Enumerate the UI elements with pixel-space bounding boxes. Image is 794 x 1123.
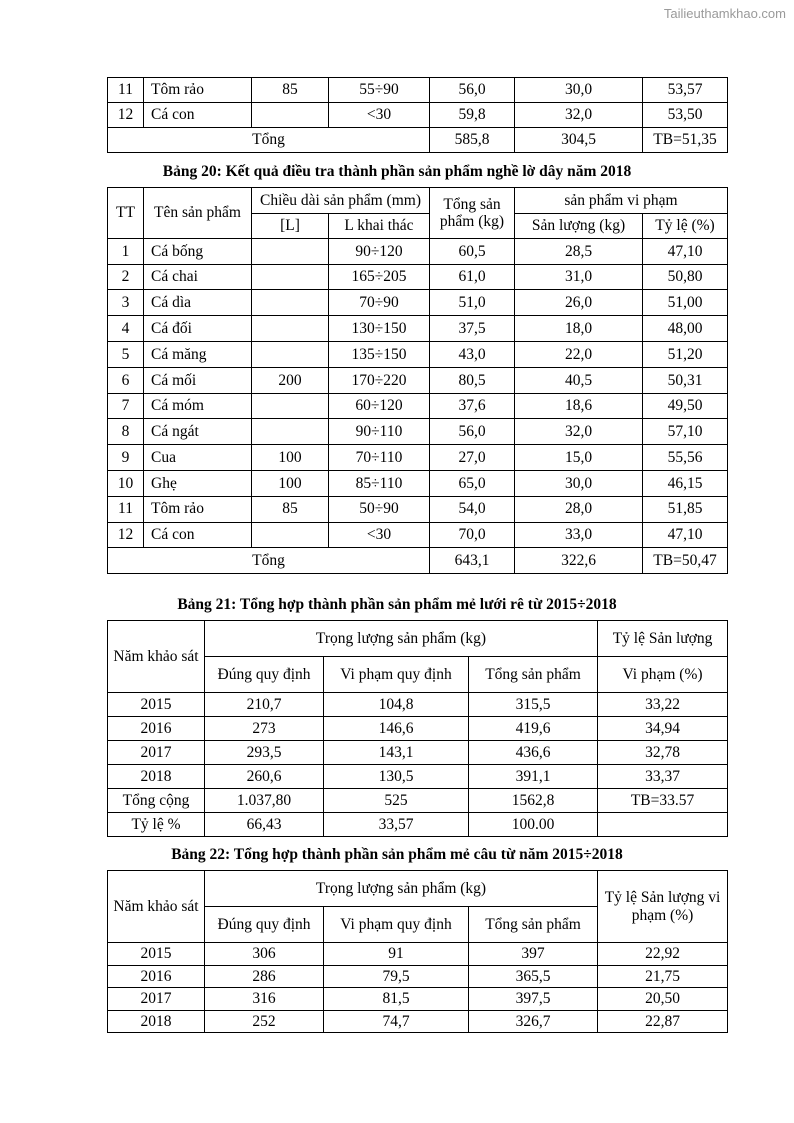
total-ratio: TB=51,35	[643, 128, 728, 153]
table-cell: 90÷120	[329, 238, 430, 264]
table-cell: 61,0	[430, 264, 515, 290]
header-weight: Trọng lượng sản phẩm (kg)	[205, 621, 598, 657]
table-cell: 306	[205, 943, 324, 966]
table-cell: 8	[108, 419, 144, 445]
table-cell: 315,5	[469, 693, 598, 717]
header-L: [L]	[252, 213, 329, 238]
table-row	[108, 341, 728, 367]
table-cell: 252	[205, 1010, 324, 1033]
table-cell: 100	[252, 445, 329, 471]
table-cell: 34,94	[598, 717, 728, 741]
table-row	[108, 393, 728, 419]
table-cell: 2017	[108, 988, 205, 1011]
table-cell: 273	[205, 717, 324, 741]
table-cell: 47,10	[643, 238, 728, 264]
table-cell: 104,8	[324, 693, 469, 717]
table-cell: TB=33.57	[598, 789, 728, 813]
table-cell: 32,0	[515, 419, 643, 445]
table-row	[108, 419, 728, 445]
table-cell: 165÷205	[329, 264, 430, 290]
table-cell	[252, 264, 329, 290]
table-21-body	[108, 693, 728, 837]
table-row	[108, 813, 728, 837]
total-weight: 643,1	[430, 548, 515, 574]
total-violation: 304,5	[515, 128, 643, 153]
table-21-header-row-1	[108, 621, 728, 657]
table-cell: 419,6	[469, 717, 598, 741]
table-20-body	[108, 238, 728, 548]
table-cell: 28,0	[515, 496, 643, 522]
table-cell: 85	[252, 78, 329, 103]
table-22-body	[108, 943, 728, 1033]
table-cell: Cá bống	[144, 238, 252, 264]
table-cell: 397,5	[469, 988, 598, 1011]
table-20	[107, 187, 728, 574]
table-cell: Tổng cộng	[108, 789, 205, 813]
table-cell: 260,6	[205, 765, 324, 789]
table-cell: 100	[252, 470, 329, 496]
total-label: Tổng	[108, 128, 430, 153]
table-cell: 20,50	[598, 988, 728, 1011]
table-cell: 22,87	[598, 1010, 728, 1033]
table-cell: 12	[108, 522, 144, 548]
table-cell: 391,1	[469, 765, 598, 789]
table-cell: Cá con	[144, 103, 252, 128]
table-cell: 56,0	[430, 78, 515, 103]
table-cell: 31,0	[515, 264, 643, 290]
table-cell: 1562,8	[469, 789, 598, 813]
table-cell: 2	[108, 264, 144, 290]
table-cell: 79,5	[324, 965, 469, 988]
table-cell: Cá con	[144, 522, 252, 548]
table-cell: 28,5	[515, 238, 643, 264]
table-cell: 91	[324, 943, 469, 966]
table-row	[108, 264, 728, 290]
header-weight: Trọng lượng sản phẩm (kg)	[205, 871, 598, 907]
table-row	[108, 988, 728, 1011]
table-cell: 51,00	[643, 290, 728, 316]
header-correct: Đúng quy định	[205, 907, 324, 943]
table-cell: 49,50	[643, 393, 728, 419]
table-cell: 1	[108, 238, 144, 264]
header-violation: sản phẩm vi phạm	[515, 188, 728, 214]
table-cell: 146,6	[324, 717, 469, 741]
table-cell: 365,5	[469, 965, 598, 988]
table-cell	[252, 419, 329, 445]
table-cell: 135÷150	[329, 341, 430, 367]
table-cell: 100.00	[469, 813, 598, 837]
table-cell	[252, 522, 329, 548]
table-cell: 74,7	[324, 1010, 469, 1033]
table-cell	[252, 316, 329, 342]
table-row	[108, 522, 728, 548]
table-cell: Cá ngát	[144, 419, 252, 445]
table-cell	[252, 238, 329, 264]
header-name: Tên sản phẩm	[144, 188, 252, 239]
table-row	[108, 367, 728, 393]
table-cell: 293,5	[205, 741, 324, 765]
table-cell: 2016	[108, 965, 205, 988]
table-cell: 85	[252, 496, 329, 522]
table-cell: 53,50	[643, 103, 728, 128]
table-cell: 57,10	[643, 419, 728, 445]
table-cell	[252, 393, 329, 419]
total-label: Tổng	[108, 548, 430, 574]
watermark: Tailieuthamkhao.com	[663, 6, 786, 21]
table-cell: 26,0	[515, 290, 643, 316]
header-ratio: Tỷ lệ Sản lượng	[598, 621, 728, 657]
table-cell: 5	[108, 341, 144, 367]
table-cell: 70÷90	[329, 290, 430, 316]
table-21	[107, 620, 728, 837]
table-cell: 22,92	[598, 943, 728, 966]
header-total: Tổng sản phẩm	[469, 907, 598, 943]
table-cell: 7	[108, 393, 144, 419]
header-total: Tổng sản phẩm (kg)	[430, 188, 515, 239]
table-cell: 200	[252, 367, 329, 393]
table-cell: <30	[329, 103, 430, 128]
table-cell: 9	[108, 445, 144, 471]
table-cell: <30	[329, 522, 430, 548]
table-cell: 51,0	[430, 290, 515, 316]
table-22-caption: Bảng 22: Tổng hợp thành phần sản phẩm mẻ câu từ năm 2015÷2018	[171, 846, 623, 863]
header-year: Năm khảo sát	[108, 621, 205, 693]
header-year: Năm khảo sát	[108, 871, 205, 943]
table-row	[108, 445, 728, 471]
table-cell: 90÷110	[329, 419, 430, 445]
table-cell: 50÷90	[329, 496, 430, 522]
header-total: Tổng sản phẩm	[469, 657, 598, 693]
table-cell	[252, 341, 329, 367]
table-cell: 11	[108, 496, 144, 522]
table-cell: 70÷110	[329, 445, 430, 471]
table-cell: 130÷150	[329, 316, 430, 342]
table-row	[108, 290, 728, 316]
table-cell: 43,0	[430, 341, 515, 367]
table-cell: 40,5	[515, 367, 643, 393]
table-19-body	[108, 78, 728, 128]
table-20-caption: Bảng 20: Kết quả điều tra thành phần sản phẩm nghề lờ dây năm 2018	[162, 163, 632, 180]
table-22-header-row-1	[108, 871, 728, 907]
table-cell: 66,43	[205, 813, 324, 837]
table-cell: 33,37	[598, 765, 728, 789]
table-cell: Cá chai	[144, 264, 252, 290]
table-cell: 37,6	[430, 393, 515, 419]
table-cell: 170÷220	[329, 367, 430, 393]
table-20-header-row-1	[108, 188, 728, 214]
table-cell: Cá móm	[144, 393, 252, 419]
table-cell	[252, 290, 329, 316]
table-cell: 2016	[108, 717, 205, 741]
table-cell: Ghẹ	[144, 470, 252, 496]
table-cell: Cá dìa	[144, 290, 252, 316]
table-cell: 51,20	[643, 341, 728, 367]
table-cell: 18,0	[515, 316, 643, 342]
table-cell: 6	[108, 367, 144, 393]
header-ratio: Tỷ lệ Sản lượng vi phạm (%)	[598, 871, 728, 943]
header-violate: Vi phạm quy định	[324, 657, 469, 693]
table-cell: Tỷ lệ %	[108, 813, 205, 837]
table-cell: 326,7	[469, 1010, 598, 1033]
table-22	[107, 870, 728, 1033]
total-violation: 322,6	[515, 548, 643, 574]
table-row	[108, 1010, 728, 1033]
table-cell: 32,78	[598, 741, 728, 765]
table-cell: 286	[205, 965, 324, 988]
table-cell: 50,31	[643, 367, 728, 393]
table-cell: 70,0	[430, 522, 515, 548]
table-cell: 33,57	[324, 813, 469, 837]
table-row	[108, 78, 728, 103]
table-cell: 60,5	[430, 238, 515, 264]
table-cell: Tôm rảo	[144, 78, 252, 103]
table-cell: 436,6	[469, 741, 598, 765]
header-yield: Sản lượng (kg)	[515, 213, 643, 238]
header-L-catch: L khai thác	[329, 213, 430, 238]
table-cell: Cá mối	[144, 367, 252, 393]
table-cell: 2018	[108, 765, 205, 789]
table-cell: 46,15	[643, 470, 728, 496]
table-cell: 80,5	[430, 367, 515, 393]
table-19-total-row	[108, 128, 728, 153]
table-row	[108, 693, 728, 717]
table-cell: 1.037,80	[205, 789, 324, 813]
table-row	[108, 470, 728, 496]
table-cell: 525	[324, 789, 469, 813]
table-row	[108, 238, 728, 264]
table-cell: 2017	[108, 741, 205, 765]
table-cell: 3	[108, 290, 144, 316]
header-ratio: Tỷ lệ (%)	[643, 213, 728, 238]
table-cell: 30,0	[515, 78, 643, 103]
table-20-total-row	[108, 548, 728, 574]
total-weight: 585,8	[430, 128, 515, 153]
table-cell: 18,6	[515, 393, 643, 419]
table-row	[108, 741, 728, 765]
table-cell: 2015	[108, 943, 205, 966]
table-cell: 85÷110	[329, 470, 430, 496]
table-19-tail	[107, 77, 728, 153]
table-cell: 37,5	[430, 316, 515, 342]
header-tt: TT	[108, 188, 144, 239]
table-cell: 33,22	[598, 693, 728, 717]
table-cell: 47,10	[643, 522, 728, 548]
table-21-caption: Bảng 21: Tổng hợp thành phần sản phẩm mẻ lưới rê từ 2015÷2018	[177, 596, 617, 613]
header-length: Chiều dài sản phẩm (mm)	[252, 188, 430, 214]
table-cell: 50,80	[643, 264, 728, 290]
table-cell: Tôm rảo	[144, 496, 252, 522]
table-cell: 55,56	[643, 445, 728, 471]
table-cell: 130,5	[324, 765, 469, 789]
table-row	[108, 965, 728, 988]
table-row	[108, 789, 728, 813]
table-cell: 10	[108, 470, 144, 496]
table-row	[108, 943, 728, 966]
table-row	[108, 316, 728, 342]
table-cell: 65,0	[430, 470, 515, 496]
table-cell: 56,0	[430, 419, 515, 445]
table-cell: 54,0	[430, 496, 515, 522]
table-cell: 55÷90	[329, 78, 430, 103]
table-cell: 21,75	[598, 965, 728, 988]
table-cell	[252, 103, 329, 128]
table-cell: 30,0	[515, 470, 643, 496]
table-cell: 53,57	[643, 78, 728, 103]
table-cell: 22,0	[515, 341, 643, 367]
table-cell: 33,0	[515, 522, 643, 548]
table-cell: 15,0	[515, 445, 643, 471]
table-cell: 143,1	[324, 741, 469, 765]
table-cell: 32,0	[515, 103, 643, 128]
table-cell: 2015	[108, 693, 205, 717]
table-cell: 60÷120	[329, 393, 430, 419]
table-cell: 27,0	[430, 445, 515, 471]
header-violation-pct: Vi phạm (%)	[598, 657, 728, 693]
table-cell: Cua	[144, 445, 252, 471]
table-cell: 48,00	[643, 316, 728, 342]
table-cell: 2018	[108, 1010, 205, 1033]
table-cell: 210,7	[205, 693, 324, 717]
table-cell: Cá đối	[144, 316, 252, 342]
table-cell: 11	[108, 78, 144, 103]
table-cell: 397	[469, 943, 598, 966]
table-cell: 12	[108, 103, 144, 128]
table-row	[108, 103, 728, 128]
table-cell: 51,85	[643, 496, 728, 522]
table-cell: 59,8	[430, 103, 515, 128]
table-cell: 81,5	[324, 988, 469, 1011]
table-cell: 4	[108, 316, 144, 342]
table-row	[108, 765, 728, 789]
table-row	[108, 717, 728, 741]
table-row	[108, 496, 728, 522]
header-violate: Vi phạm quy định	[324, 907, 469, 943]
header-correct: Đúng quy định	[205, 657, 324, 693]
table-cell: 316	[205, 988, 324, 1011]
table-cell	[598, 813, 728, 837]
total-ratio: TB=50,47	[643, 548, 728, 574]
table-cell: Cá măng	[144, 341, 252, 367]
